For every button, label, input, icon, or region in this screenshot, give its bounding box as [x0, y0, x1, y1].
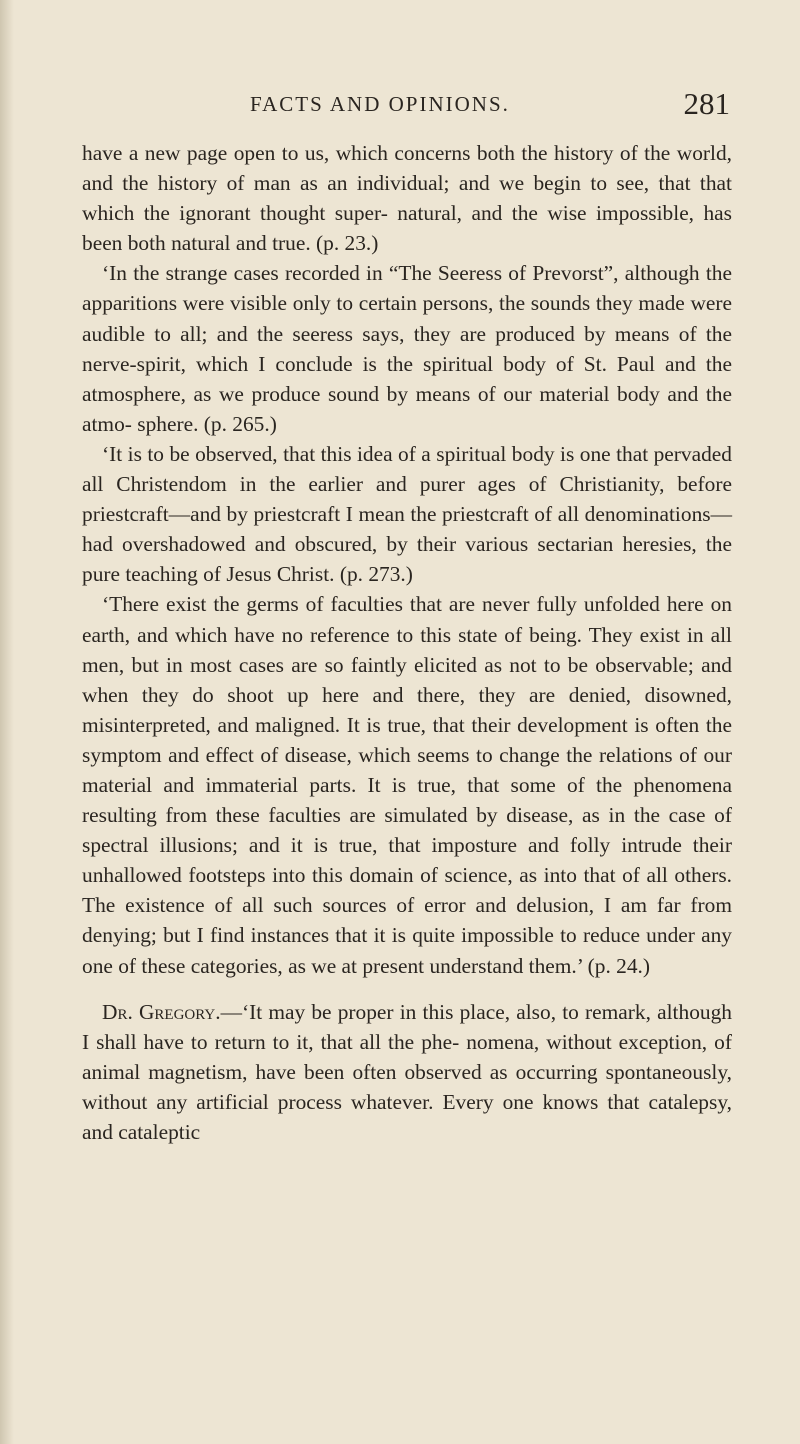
page-number: 281	[683, 86, 730, 121]
paragraph: ‘In the strange cases recorded in “The Seeress of Prevorst”, although the apparitions were visible only to certain persons, the sounds they made were audible to all; and the seeress says, they are produced by means of the nerve-spirit, which I conclude is the spiritual body of St. Paul and the atmosphere, as we produce sound by means of our material body and the atmo- sphere. (p. 265.)	[82, 261, 732, 436]
speaker-name: Dr. Gregory.	[102, 999, 221, 1024]
paragraph: ‘There exist the germs of faculties that are never fully unfolded here on earth, and which have no reference to this state of being. They exist in all men, but in most cases are so faintly elicited as not to be observable; and when they do shoot up here and there, they are denied, disowned, misinterpreted, and maligned. It is true, that their development is often the symptom and effect of disease, which seems to change the relations of our material and immaterial parts. It is true, that some of the phenomena resulting from these faculties are simulated by disease, as in the case of spectral illusions; and it is true, that imposture and folly intrude their unhallowed footsteps into this domain of science, as into that of all others. The existence of all such sources of error and delusion, I am far from denying; but I find instances that it is quite impossible to reduce under any one of these categories, as we at present understand them.’ (p. 24.)	[82, 592, 732, 978]
paragraph	[82, 997, 732, 1147]
running-head: FACTS AND OPINIONS.	[250, 92, 510, 116]
paragraph-text: —‘It may be proper in this place, also, to remark, although I shall have to return to it, that all the phe- nomena, without exception, of animal magnetism, have been often observed as occurring spontaneously, without any artificial process whatever. Every one knows that catalepsy, and cataleptic	[82, 999, 732, 1144]
page-edge-shadow	[0, 0, 14, 1444]
paragraph: ‘It is to be observed, that this idea of a spiritual body is one that pervaded all Christendom in the earlier and purer ages of Christianity, before priestcraft—and by priestcraft I mean the priestcraft of all denominations—had overshadowed and obscured, by their various sectarian heresies, the pure teaching of Jesus Christ. (p. 273.)	[82, 441, 732, 587]
page-header	[250, 86, 730, 126]
paragraph: have a new page open to us, which concerns both the history of the world, and the history of man as an individual; and we begin to see, that that which the ignorant thought super- natural, and the wise impossible, has been both natural and true. (p. 23.)	[82, 141, 732, 256]
body-text	[82, 138, 732, 1147]
